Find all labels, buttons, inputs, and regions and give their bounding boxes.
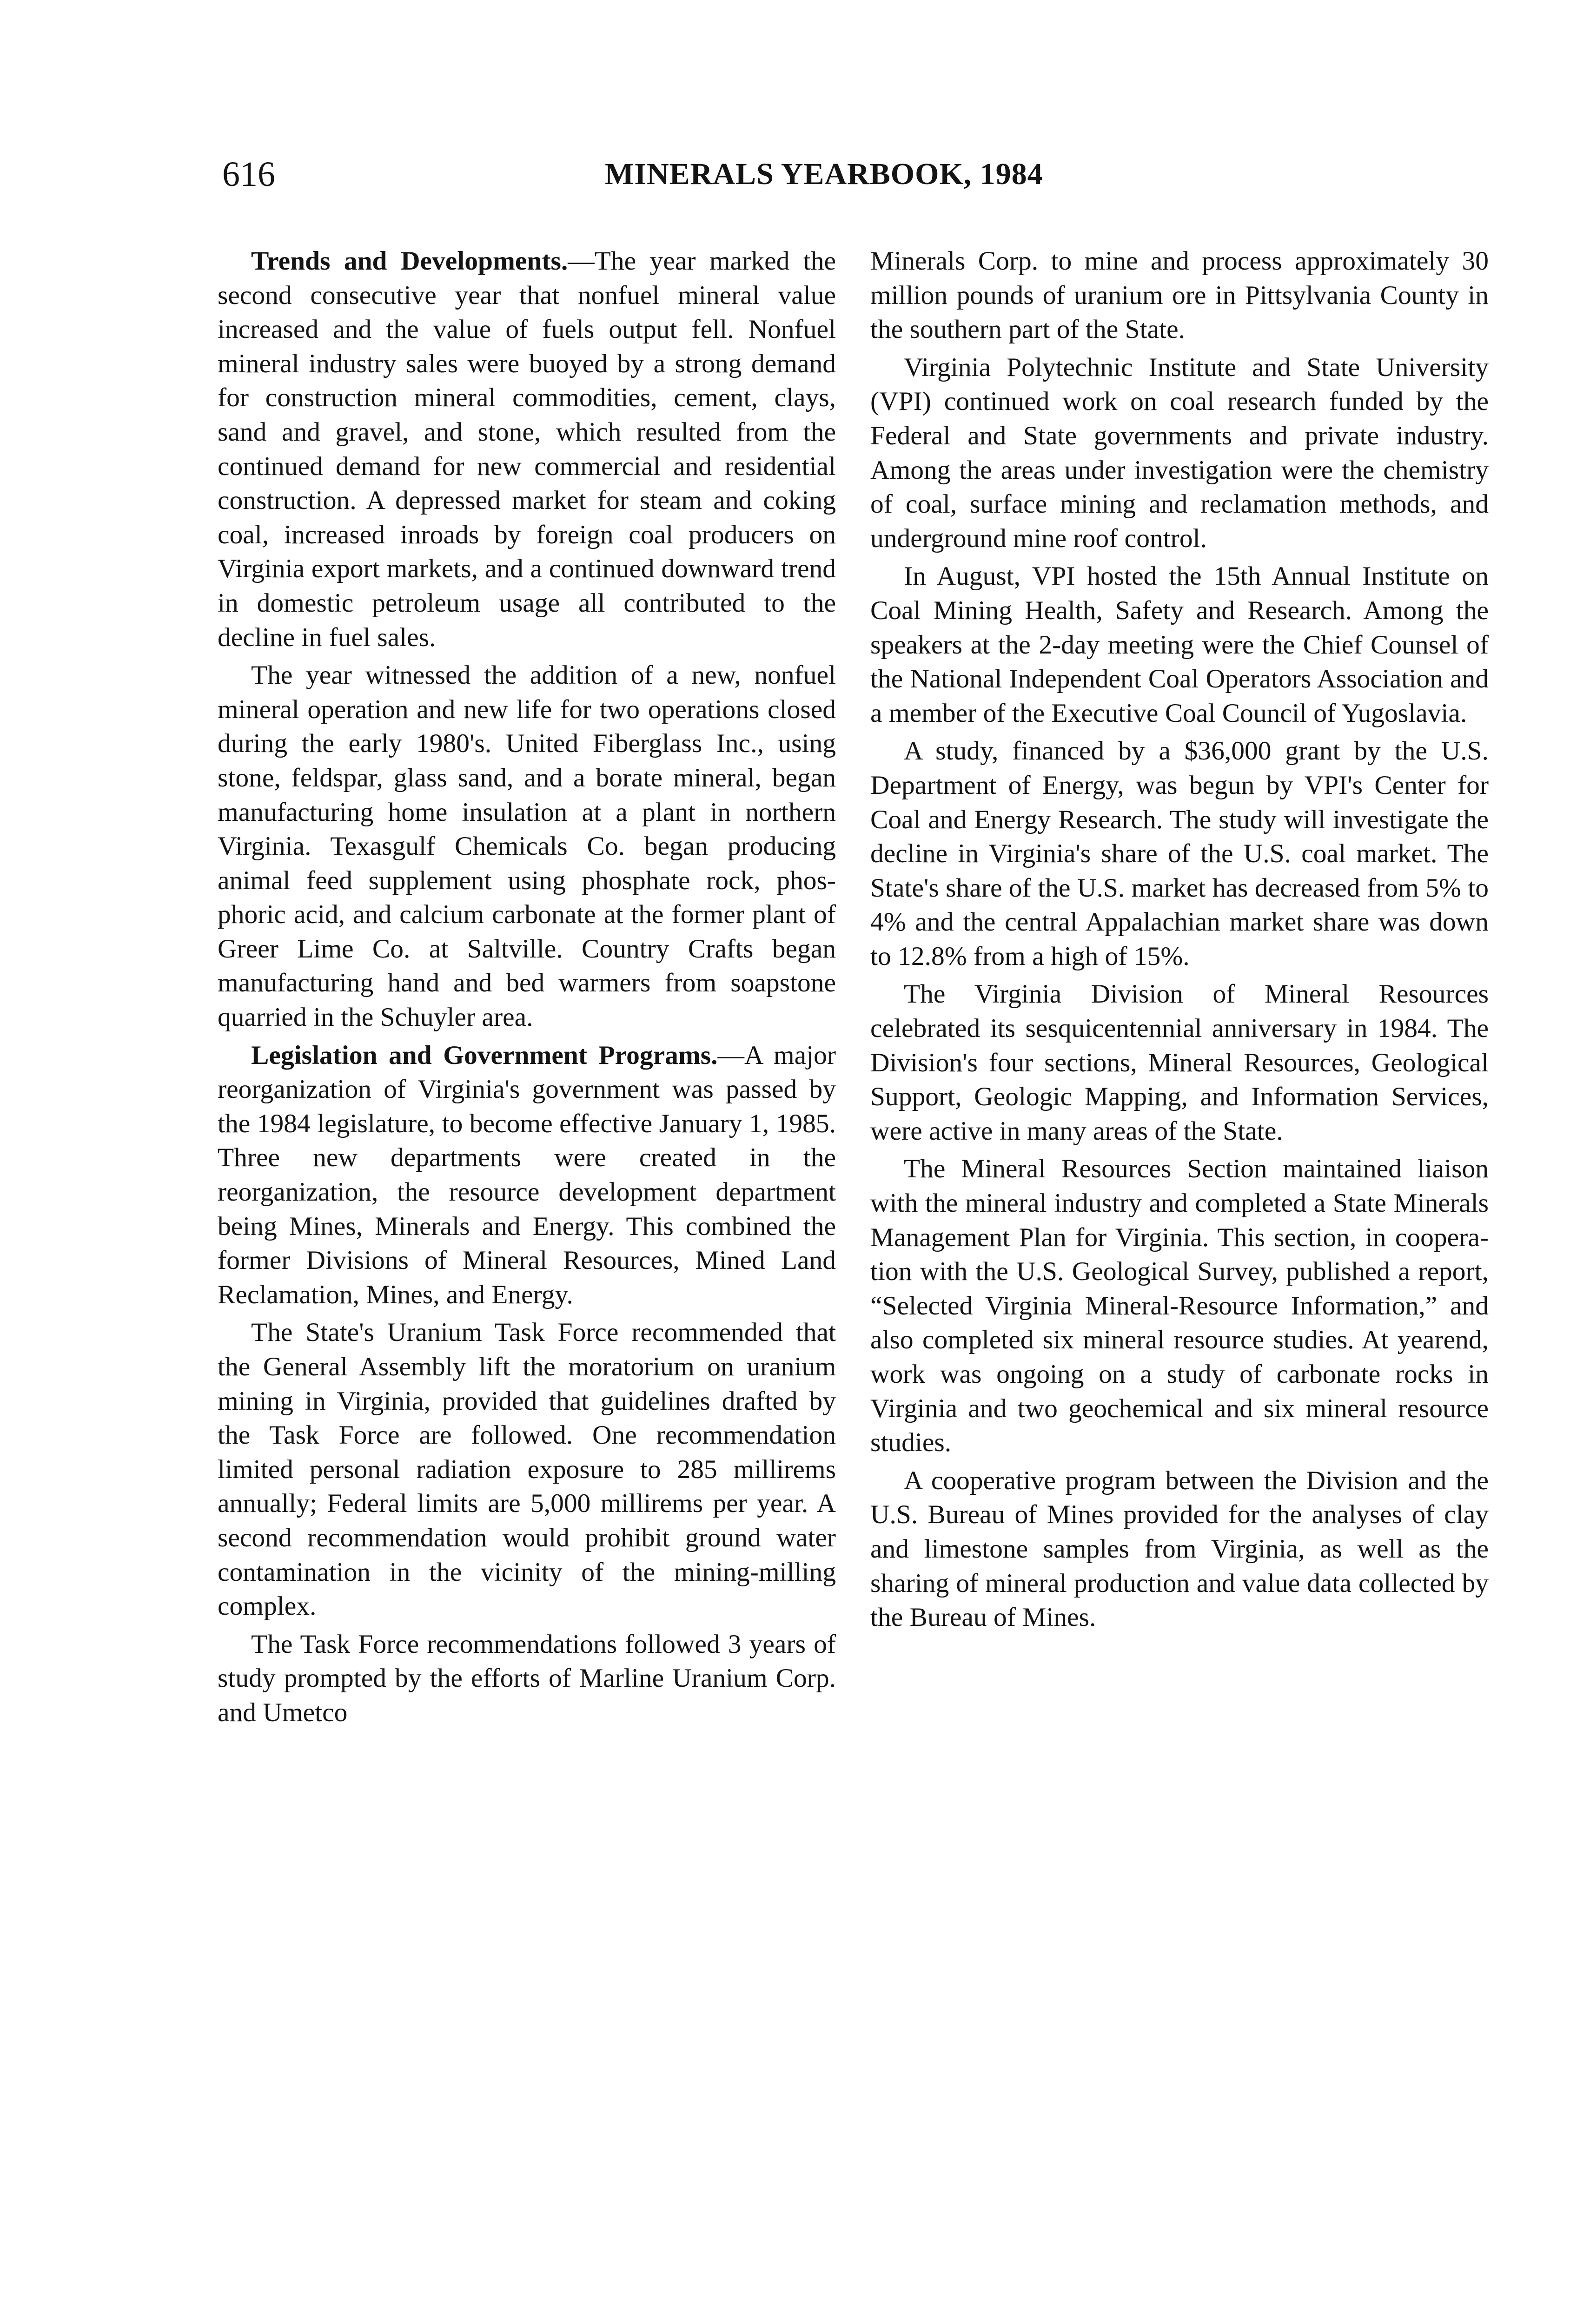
- paragraph-legislation: [218, 1038, 836, 1312]
- left-column: [218, 244, 836, 1730]
- paragraph-text: —A major reorganization of Virginia's government was passed by the 1984 legislature, to become effective January 1, 1985. Three new departments were created in the reorganization, the resource development department being Mines, Minerals and Energy. This combined the former Divisions of Mineral Resources, Mined Land Reclamation, Mines, and Energy.: [218, 1040, 836, 1309]
- paragraph: The Mineral Resources Section maintained liaison with the mineral industry and completed a State Minerals Management Plan for Virginia. This section, in cooperation with the U.S. Geological Survey, published a report, “Selected Virginia Mineral-Resource Information,” and also completed six mineral resource studies. At yearend, work was ongoing on a study of carbonate rocks in Virginia and two geochemical and six mineral resource studies.: [870, 1154, 1489, 1458]
- page-number: 616: [222, 155, 275, 194]
- paragraph: The State's Uranium Task Force recommended that the General Assembly lift the moratorium on uranium mining in Virginia, provided that guidelines drafted by the Task Force are followed. One recommendation limited personal radiation exposure to 285 millirems annually; Federal limits are 5,000 millirems per year. A second recommendation would prohibit ground water contamination in the vicinity of the mining-milling complex.: [218, 1318, 836, 1621]
- section-heading-legislation: Legislation and Government Programs.: [251, 1040, 718, 1070]
- paragraph: The Virginia Division of Mineral Resources celebrated its sesquicentennial anniversary in 1984. The Division's four sections, Mineral Resources, Geological Support, Geologic Mapping, and Information Services, were active in many areas of the State.: [870, 979, 1489, 1146]
- paragraph: In August, VPI hosted the 15th Annual Institute on Coal Mining Health, Safety and Research. Among the speakers at the 2-day meeting were the Chief Counsel of the National Independent Coal Operators Association and a member of the Executive Coal Council of Yugoslavia.: [870, 561, 1489, 728]
- paragraph: Virginia Polytechnic Institute and State University (VPI) continued work on coal research funded by the Federal and State governments and private industry. Among the areas under investigation were the chemistry of coal, surface mining and reclamation methods, and underground mine roof control.: [870, 352, 1489, 553]
- right-column: [870, 244, 1489, 1635]
- section-heading-trends: Trends and Developments.: [251, 246, 568, 276]
- paragraph: A cooperative program between the Division and the U.S. Bureau of Mines provided for the analyses of clay and limestone samples from Virginia, as well as the sharing of mineral production and value data collected by the Bureau of Mines.: [870, 1466, 1489, 1632]
- paragraph: A study, financed by a $36,000 grant by the U.S. Department of Energy, was begun by VPI's Center for Coal and Energy Research. The study will investigate the decline in Virginia's share of the U.S. coal market. The State's share of the U.S. market has decreased from 5% to 4% and the central Appalachian market share was down to 12.8% from a high of 15%.: [870, 736, 1489, 971]
- paragraph-text: —The year marked the second consecutive year that nonfuel mineral value increased and the value of fuels output fell. Nonfuel mineral industry sales were buoyed by a strong demand for construction mineral commodities, cement, clays, sand and gravel, and stone, which resulted from the continued demand for new commercial and residential construction. A depressed market for steam and coking coal, increased inroads by foreign coal producers on Virginia export markets, and a continued downward trend in domestic petroleum usage all contributed to the decline in fuel sales.: [218, 246, 836, 652]
- paragraph: The Task Force recommendations followed 3 years of study prompted by the efforts of Marline Uranium Corp. and Umetco: [218, 1629, 836, 1727]
- paragraph: Minerals Corp. to mine and process approximately 30 million pounds of uranium ore in Pittsylvania County in the southern part of the State.: [870, 246, 1489, 344]
- paragraph-trends: [218, 244, 836, 654]
- running-title: MINERALS YEARBOOK, 1984: [605, 157, 1043, 191]
- paragraph: The year witnessed the addition of a new, nonfuel mineral operation and new life for two operations closed during the early 1980's. United Fiberglass Inc., using stone, feldspar, glass sand, and a borate mineral, began manufacturing home insulation at a plant in northern Virginia. Texasgulf Chemicals Co. began producing animal feed supplement using phosphate rock, phosphoric acid, and calcium carbonate at the former plant of Greer Lime Co. at Saltville. Country Crafts began manufacturing hand and bed warmers from soapstone quarried in the Schuyler area.: [218, 660, 836, 1032]
- page-header: [222, 153, 1570, 195]
